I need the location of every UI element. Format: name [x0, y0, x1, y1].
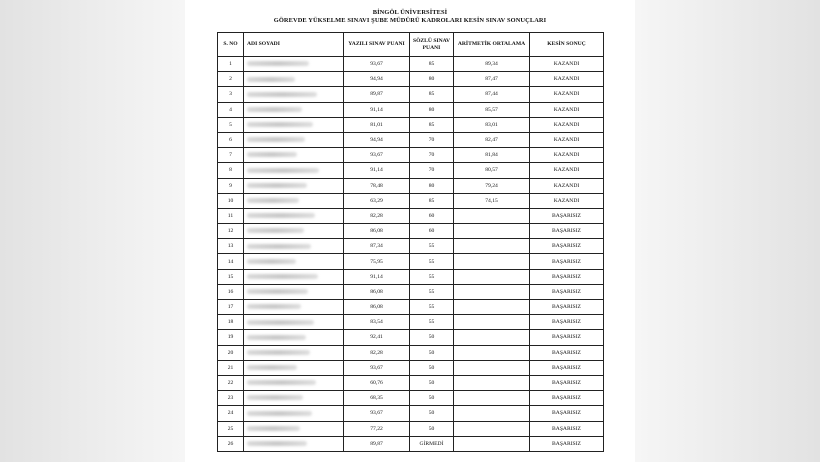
cell-name [244, 421, 344, 436]
cell-written-score: 91,14 [344, 269, 410, 284]
table-row [218, 117, 604, 132]
cell-result: KAZANDI [530, 193, 604, 208]
redacted-name [247, 350, 310, 355]
header-name: ADI SOYADI [244, 33, 344, 57]
cell-name [244, 345, 344, 360]
cell-result: BAŞARISIZ [530, 436, 604, 451]
cell-name [244, 102, 344, 117]
cell-result: BAŞARISIZ [530, 406, 604, 421]
cell-written-score: 91,14 [344, 102, 410, 117]
cell-written-score: 93,67 [344, 360, 410, 375]
cell-average [454, 315, 530, 330]
cell-written-score: 93,67 [344, 57, 410, 72]
cell-written-score: 86,08 [344, 224, 410, 239]
results-table [217, 32, 604, 452]
document-page [185, 0, 635, 462]
table-row [218, 178, 604, 193]
cell-result: BAŞARISIZ [530, 254, 604, 269]
cell-name [244, 87, 344, 102]
cell-no: 12 [218, 224, 244, 239]
cell-written-score: 83,54 [344, 315, 410, 330]
cell-no: 4 [218, 102, 244, 117]
cell-no: 14 [218, 254, 244, 269]
header-written-score: YAZILI SINAV PUANI [344, 33, 410, 57]
redacted-name [247, 228, 304, 233]
cell-written-score: 89,87 [344, 436, 410, 451]
cell-result: KAZANDI [530, 178, 604, 193]
cell-average [454, 345, 530, 360]
header-result: KESİN SONUÇ [530, 33, 604, 57]
cell-name [244, 360, 344, 375]
cell-name [244, 208, 344, 223]
cell-no: 22 [218, 375, 244, 390]
cell-no: 7 [218, 148, 244, 163]
cell-no: 20 [218, 345, 244, 360]
cell-no: 8 [218, 163, 244, 178]
cell-result: KAZANDI [530, 57, 604, 72]
table-row [218, 224, 604, 239]
cell-result: KAZANDI [530, 132, 604, 147]
cell-result: BAŞARISIZ [530, 345, 604, 360]
table-row [218, 57, 604, 72]
table-row [218, 163, 604, 178]
cell-result: BAŞARISIZ [530, 330, 604, 345]
cell-result: KAZANDI [530, 148, 604, 163]
cell-average [454, 375, 530, 390]
cell-average: 81,84 [454, 148, 530, 163]
cell-name [244, 178, 344, 193]
cell-result: BAŞARISIZ [530, 300, 604, 315]
redacted-name [247, 274, 318, 279]
cell-result: BAŞARISIZ [530, 421, 604, 436]
cell-written-score: 94,94 [344, 132, 410, 147]
cell-average [454, 330, 530, 345]
table-row [218, 345, 604, 360]
cell-name [244, 224, 344, 239]
cell-result: KAZANDI [530, 102, 604, 117]
cell-written-score: 81,01 [344, 117, 410, 132]
redacted-name [247, 213, 315, 218]
table-row [218, 87, 604, 102]
cell-average: 87,44 [454, 87, 530, 102]
table-row [218, 148, 604, 163]
cell-name [244, 193, 344, 208]
header-no: S. NO [218, 33, 244, 57]
document-title: BİNGÖL ÜNİVERSİTESİ [372, 9, 448, 16]
cell-result: BAŞARISIZ [530, 375, 604, 390]
cell-no: 23 [218, 391, 244, 406]
cell-no: 18 [218, 315, 244, 330]
cell-written-score: 63,29 [344, 193, 410, 208]
cell-average [454, 224, 530, 239]
cell-oral-score: 55 [410, 300, 454, 315]
redacted-name [247, 107, 302, 112]
redacted-name [247, 289, 308, 294]
redacted-name [247, 152, 297, 157]
cell-oral-score: 50 [410, 391, 454, 406]
cell-name [244, 391, 344, 406]
redacted-name [247, 77, 295, 82]
cell-result: BAŞARISIZ [530, 391, 604, 406]
table-row [218, 436, 604, 451]
header-average: ARİTMETİK ORTALAMA [454, 33, 530, 57]
cell-average [454, 239, 530, 254]
cell-no: 5 [218, 117, 244, 132]
table-row [218, 269, 604, 284]
cell-oral-score: 70 [410, 132, 454, 147]
table-row [218, 375, 604, 390]
table-row [218, 254, 604, 269]
cell-name [244, 72, 344, 87]
cell-average [454, 284, 530, 299]
cell-oral-score: 50 [410, 360, 454, 375]
cell-oral-score: 85 [410, 193, 454, 208]
table-row [218, 193, 604, 208]
table-row [218, 72, 604, 87]
cell-oral-score: 85 [410, 87, 454, 102]
cell-result: BAŞARISIZ [530, 239, 604, 254]
cell-average: 80,57 [454, 163, 530, 178]
table-row [218, 132, 604, 147]
table-row [218, 421, 604, 436]
redacted-name [247, 198, 299, 203]
cell-name [244, 284, 344, 299]
cell-name [244, 57, 344, 72]
cell-written-score: 87,34 [344, 239, 410, 254]
redacted-name [247, 411, 312, 416]
table-row [218, 391, 604, 406]
cell-average: 87,47 [454, 72, 530, 87]
left-blurred-background [0, 0, 185, 462]
redacted-name [247, 183, 307, 188]
cell-written-score: 82,28 [344, 345, 410, 360]
cell-oral-score: 55 [410, 239, 454, 254]
cell-no: 25 [218, 421, 244, 436]
cell-written-score: 86,08 [344, 300, 410, 315]
cell-no: 15 [218, 269, 244, 284]
cell-oral-score: 50 [410, 345, 454, 360]
redacted-name [247, 304, 301, 309]
redacted-name [247, 395, 303, 400]
cell-written-score: 89,87 [344, 87, 410, 102]
cell-name [244, 148, 344, 163]
cell-no: 3 [218, 87, 244, 102]
cell-name [244, 163, 344, 178]
cell-oral-score: 60 [410, 224, 454, 239]
cell-no: 11 [218, 208, 244, 223]
cell-no: 16 [218, 284, 244, 299]
cell-name [244, 117, 344, 132]
cell-result: BAŞARISIZ [530, 224, 604, 239]
cell-name [244, 330, 344, 345]
cell-average [454, 360, 530, 375]
cell-average: 89,34 [454, 57, 530, 72]
cell-no: 2 [218, 72, 244, 87]
cell-written-score: 93,67 [344, 406, 410, 421]
redacted-name [247, 380, 316, 385]
cell-no: 13 [218, 239, 244, 254]
cell-no: 9 [218, 178, 244, 193]
header-oral-score: SÖZLÜ SINAV PUANI [410, 33, 454, 57]
cell-result: KAZANDI [530, 163, 604, 178]
redacted-name [247, 426, 300, 431]
cell-name [244, 436, 344, 451]
cell-no: 10 [218, 193, 244, 208]
cell-written-score: 92,41 [344, 330, 410, 345]
redacted-name [247, 335, 306, 340]
redacted-name [247, 92, 317, 97]
cell-written-score: 91,14 [344, 163, 410, 178]
cell-average [454, 406, 530, 421]
cell-oral-score: 50 [410, 330, 454, 345]
cell-average [454, 436, 530, 451]
cell-name [244, 269, 344, 284]
redacted-name [247, 168, 319, 173]
cell-written-score: 78,48 [344, 178, 410, 193]
cell-name [244, 239, 344, 254]
cell-average [454, 254, 530, 269]
document-subtitle: GÖREVDE YÜKSELME SINAVI ŞUBE MÜDÜRÜ KADROLARI KESİN SINAV SONUÇLARI [273, 17, 547, 24]
cell-no: 21 [218, 360, 244, 375]
cell-oral-score: 85 [410, 57, 454, 72]
cell-oral-score: 55 [410, 315, 454, 330]
cell-oral-score: 55 [410, 254, 454, 269]
cell-result: BAŞARISIZ [530, 315, 604, 330]
redacted-name [247, 259, 296, 264]
cell-oral-score: 50 [410, 406, 454, 421]
cell-name [244, 315, 344, 330]
cell-name [244, 132, 344, 147]
cell-written-score: 77,22 [344, 421, 410, 436]
cell-no: 26 [218, 436, 244, 451]
cell-average [454, 208, 530, 223]
cell-average [454, 269, 530, 284]
table-row [218, 315, 604, 330]
cell-written-score: 60,76 [344, 375, 410, 390]
cell-no: 6 [218, 132, 244, 147]
cell-oral-score: 50 [410, 421, 454, 436]
cell-average: 85,57 [454, 102, 530, 117]
table-row [218, 406, 604, 421]
cell-result: BAŞARISIZ [530, 360, 604, 375]
cell-average [454, 300, 530, 315]
redacted-name [247, 122, 313, 127]
cell-name [244, 406, 344, 421]
table-row [218, 284, 604, 299]
redacted-name [247, 137, 305, 142]
cell-average: 83,01 [454, 117, 530, 132]
cell-oral-score: 60 [410, 208, 454, 223]
cell-name [244, 300, 344, 315]
cell-average: 79,24 [454, 178, 530, 193]
cell-result: BAŞARISIZ [530, 208, 604, 223]
cell-written-score: 82,28 [344, 208, 410, 223]
cell-name [244, 254, 344, 269]
cell-oral-score: 70 [410, 148, 454, 163]
cell-written-score: 94,94 [344, 72, 410, 87]
cell-oral-score: 80 [410, 102, 454, 117]
cell-oral-score: 55 [410, 269, 454, 284]
cell-oral-score: 80 [410, 178, 454, 193]
table-row [218, 300, 604, 315]
redacted-name [247, 365, 297, 370]
table-row [218, 360, 604, 375]
cell-written-score: 93,67 [344, 148, 410, 163]
cell-oral-score: 55 [410, 284, 454, 299]
cell-result: KAZANDI [530, 117, 604, 132]
cell-written-score: 75,95 [344, 254, 410, 269]
cell-oral-score: 70 [410, 163, 454, 178]
redacted-name [247, 61, 309, 66]
cell-no: 17 [218, 300, 244, 315]
table-row [218, 239, 604, 254]
cell-written-score: 86,08 [344, 284, 410, 299]
cell-result: BAŞARISIZ [530, 284, 604, 299]
cell-no: 1 [218, 57, 244, 72]
cell-name [244, 375, 344, 390]
cell-written-score: 68,35 [344, 391, 410, 406]
cell-result: BAŞARISIZ [530, 269, 604, 284]
table-row [218, 208, 604, 223]
table-header-row [218, 33, 604, 57]
cell-no: 19 [218, 330, 244, 345]
cell-oral-score: 50 [410, 375, 454, 390]
cell-oral-score: 85 [410, 117, 454, 132]
cell-average: 74,15 [454, 193, 530, 208]
cell-result: KAZANDI [530, 87, 604, 102]
cell-average: 82,47 [454, 132, 530, 147]
cell-no: 24 [218, 406, 244, 421]
right-blurred-background [635, 0, 820, 462]
cell-average [454, 421, 530, 436]
cell-result: KAZANDI [530, 72, 604, 87]
redacted-name [247, 441, 307, 446]
cell-average [454, 391, 530, 406]
table-row [218, 330, 604, 345]
redacted-name [247, 244, 311, 249]
cell-oral-score: 80 [410, 72, 454, 87]
redacted-name [247, 320, 314, 325]
cell-oral-score: GİRMEDİ [410, 436, 454, 451]
table-row [218, 102, 604, 117]
